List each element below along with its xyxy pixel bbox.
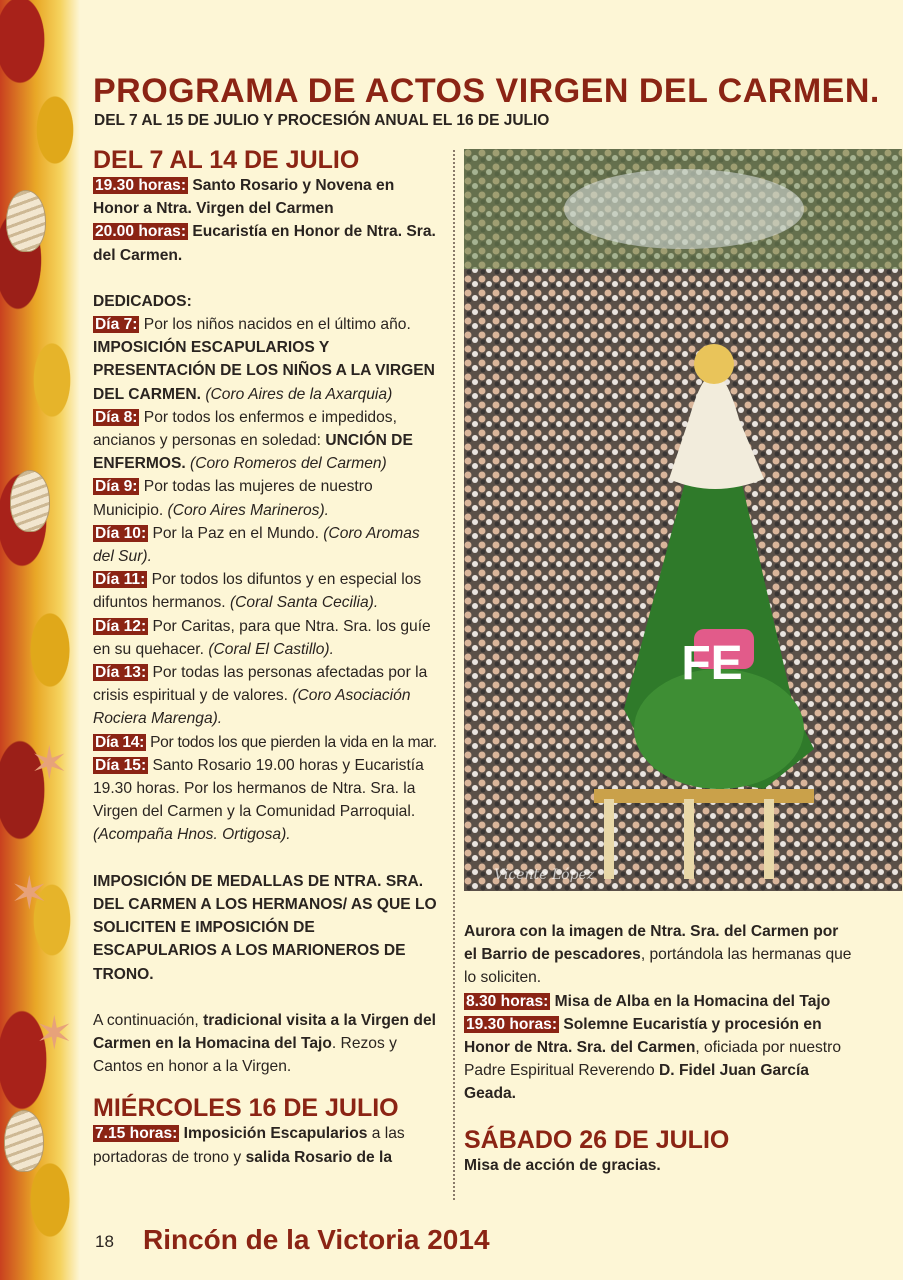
day-item: Día 14: Por todos los que pierden la vida en la mar. xyxy=(95,733,437,751)
schedule-item: 19.30 horas: Santo Rosario y Novena en Honor a Ntra. Virgen del Carmen xyxy=(93,177,395,218)
column-divider xyxy=(453,150,455,1200)
schedule-item: 8.30 horas: Misa de Alba en la Homacina del Tajo xyxy=(466,992,831,1010)
day-item: Día 8: Por todos los enfermos e impedidos, ancianos y personas en soledad: UNCIÓN DE ENFERMOS. (Coro Romeros del Carmen) xyxy=(93,408,413,473)
procession-photo xyxy=(464,149,902,891)
seashell-icon xyxy=(4,1110,44,1172)
day-item: Día 15: Santo Rosario 19.00 horas y Eucaristía 19.30 horas. Por los hermanos de Ntra. Sra. la Virgen del Carmen y la Comunidad Parroquial. (Acompaña Hnos. Ortigosa). xyxy=(93,756,424,844)
section-title-7-14: DEL 7 AL 14 DE JULIO xyxy=(93,146,360,174)
day-item: Día 12: Por Caritas, para que Ntra. Sra. los guíe en su quehacer. (Coral El Castillo). xyxy=(93,617,431,658)
photo-float-text: FE xyxy=(681,637,743,690)
left-column xyxy=(93,146,443,1169)
footer-title: Rincón de la Victoria 2014 xyxy=(143,1224,490,1255)
day-item: Día 11: Por todos los difuntos y en especial los difuntos hermanos. (Coral Santa Cecilia). xyxy=(93,571,422,612)
starfish-icon: ✶ xyxy=(35,1007,74,1059)
page-subtitle: DEL 7 AL 15 DE JULIO Y PROCESIÓN ANUAL EL 16 DE JULIO xyxy=(94,112,550,129)
seashell-icon xyxy=(6,190,46,252)
photo-watermark: Vicente López xyxy=(494,867,595,883)
starfish-icon: ✶ xyxy=(10,867,49,919)
section-title-26-julio: SÁBADO 26 DE JULIO xyxy=(464,1125,730,1154)
page-title: PROGRAMA DE ACTOS VIRGEN DEL CARMEN. xyxy=(93,72,880,110)
day-item: Día 9: Por todas las mujeres de nuestro Municipio. (Coro Aires Marineros). xyxy=(93,478,373,519)
decorative-border xyxy=(0,0,80,1280)
schedule-item: 20.00 horas: Eucaristía en Honor de Ntra. Sra. del Carmen. xyxy=(93,223,436,264)
continuation-paragraph: A continuación, tradicional visita a la Virgen del Carmen en la Homacina del Tajo. Rezos y Cantos en honor a la Virgen. xyxy=(93,1011,436,1076)
misa-accion-gracias: Misa de acción de gracias. xyxy=(464,1156,661,1174)
aurora-paragraph: Aurora con la imagen de Ntra. Sra. del Carmen por el Barrio de pescadores, portándola las hermanas que lo soliciten. xyxy=(464,923,852,987)
day-item: Día 7: Por los niños nacidos en el último año. IMPOSICIÓN ESCAPULARIOS Y PRESENTACIÓN DE LOS NIÑOS A LA VIRGEN DEL CARMEN. (Coro Aires de la Axarquia) xyxy=(93,316,435,403)
medallas-paragraph: IMPOSICIÓN DE MEDALLAS DE NTRA. SRA. DEL CARMEN A LOS HERMANOS/ AS QUE LO SOLICITEN E IMPOSICIÓN DE ESCAPULARIOS A LOS MARIONEROS DE TRONO. xyxy=(93,872,437,983)
starfish-icon: ✶ xyxy=(30,737,69,789)
dedicados-heading: DEDICADOS: xyxy=(93,292,192,310)
schedule-item: 7.15 horas: Imposición Escapularios a las portadoras de trono y salida Rosario de la xyxy=(93,1125,405,1166)
day-item: Día 10: Por la Paz en el Mundo. (Coro Aromas del Sur). xyxy=(93,524,420,566)
time-tag: 20.00 horas: xyxy=(95,223,187,241)
time-tag: 19.30 horas: xyxy=(95,177,187,194)
day-item: Día 13: Por todas las personas afectadas por la crisis espiritual y de valores. (Coro Asociación Rociera Marenga). xyxy=(93,664,428,728)
schedule-item: 19.30 horas: Solemne Eucaristía y procesión en Honor de Ntra. Sra. del Carmen, oficiada por nuestro Padre Espiritual Reverendo D. Fidel Juan García Geada. xyxy=(464,1015,842,1103)
page-number: 18 xyxy=(95,1232,114,1251)
section-title-16-julio: MIÉRCOLES 16 DE JULIO xyxy=(93,1094,399,1123)
seashell-icon xyxy=(10,470,50,532)
right-column xyxy=(464,920,854,1177)
procession-photo-graphic xyxy=(464,149,902,891)
